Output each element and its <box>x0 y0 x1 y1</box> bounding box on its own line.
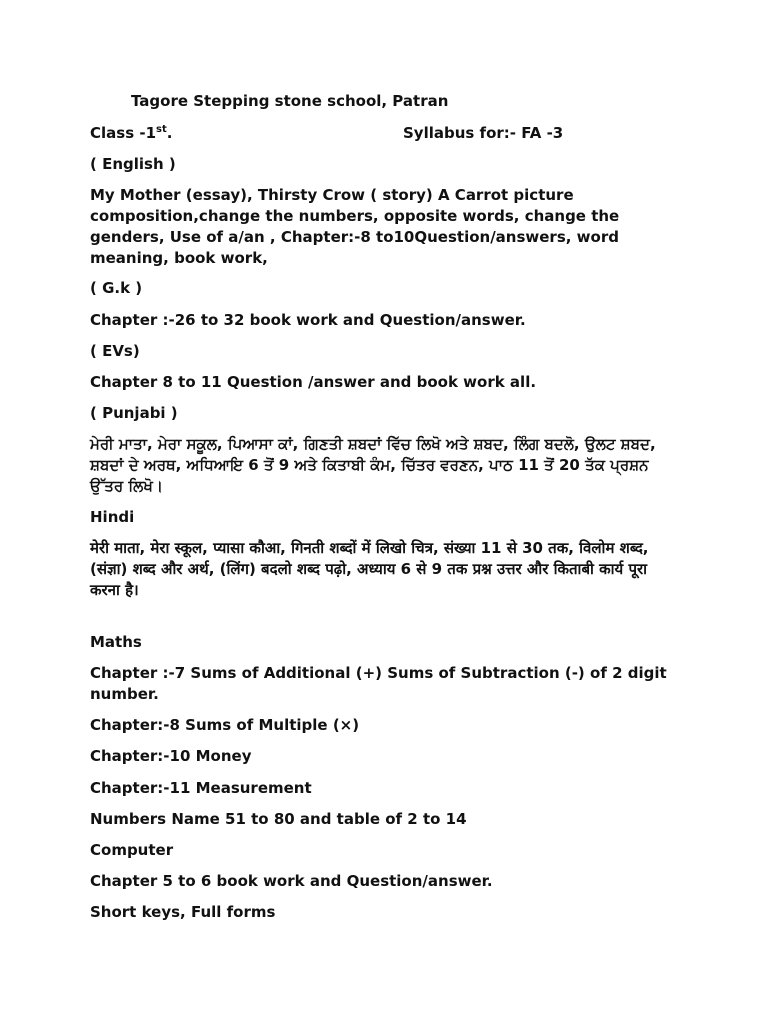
computer-extra: Short keys, Full forms <box>90 903 276 921</box>
hindi-body: मेरी माता, मेरा स्कूल, प्यासा कौआ, गिनती शब्दों में लिखो चित्र, संख्या 11 से 30 तक, विलोम शब्द, (संज्ञा) शब्द और अर्थ, (लिंग) बदलो शब्द पढ़ो, अध्याय 6 से 9 तक प्रश्न उत्तर और किताबी कार्य पूरा करना है। <box>90 539 649 599</box>
maths-heading: Maths <box>90 633 142 651</box>
maths-chapter-8: Chapter:-8 Sums of Multiple (×) <box>90 716 360 734</box>
punjabi-body: ਮੇਰੀ ਮਾਤਾ, ਮੇਰਾ ਸਕੂਲ, ਪਿਆਸਾ ਕਾਂ, ਗਿਣਤੀ ਸ਼ਬਦਾਂ ਵਿੱਚ ਲਿਖੋ ਅਤੇ ਸ਼ਬਦ, ਲਿੰਗ ਬਦਲੋ, ਉਲਟ ਸ਼ਬਦ, ਸ਼ਬਦਾਂ ਦੇ ਅਰਥ, ਅਧਿਆਇ 6 ਤੋਂ 9 ਅਤੇ ਕਿਤਾਬੀ ਕੰਮ, ਚਿੱਤਰ ਵਰਣਨ, ਪਾਠ 11 ਤੋਂ 20 ਤੱਕ ਪ੍ਰਸ਼ਨ ਉੱਤਰ ਲਿਖੋ। <box>90 435 656 495</box>
computer-body: Chapter 5 to 6 book work and Question/answer. <box>90 872 493 890</box>
evs-heading: ( EVs) <box>90 342 140 360</box>
maths-numbers: Numbers Name 51 to 80 and table of 2 to 14 <box>90 810 467 828</box>
english-heading: ( English ) <box>90 155 176 173</box>
maths-chapter-10: Chapter:-10 Money <box>90 747 252 765</box>
maths-chapter-11: Chapter:-11 Measurement <box>90 779 312 797</box>
class-label: Class -1st. <box>90 124 173 142</box>
evs-body: Chapter 8 to 11 Question /answer and book work all. <box>90 373 537 391</box>
english-body: My Mother (essay), Thirsty Crow ( story) A Carrot picture composition,change the numbers, opposite words, change the genders, Use of a/an , Chapter:-8 to10Question/answers, word meaning, book work, <box>90 186 620 267</box>
punjabi-heading: ( Punjabi ) <box>90 404 178 422</box>
syllabus-label: Syllabus for:- FA -3 <box>403 124 564 142</box>
gk-heading: ( G.k ) <box>90 279 143 297</box>
computer-heading: Computer <box>90 841 174 859</box>
gk-body: Chapter :-26 to 32 book work and Question/answer. <box>90 311 526 329</box>
maths-body: Chapter :-7 Sums of Additional (+) Sums of Subtraction (-) of 2 digit number. <box>90 664 667 703</box>
school-title: Tagore Stepping stone school, Patran <box>131 92 449 110</box>
class-syllabus-line <box>90 123 680 144</box>
hindi-heading: Hindi <box>90 508 135 526</box>
